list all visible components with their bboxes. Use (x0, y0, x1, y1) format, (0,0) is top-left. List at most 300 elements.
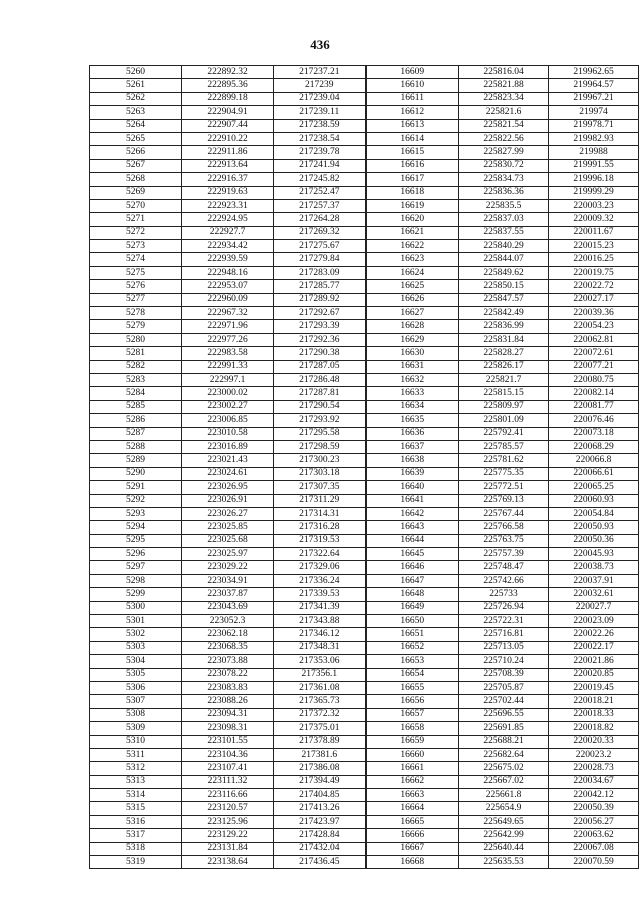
y-coordinate-right-cell: 220082.14 (549, 387, 639, 400)
y-coordinate-right-cell: 220066.8 (549, 454, 639, 467)
y-coordinate-left-cell: 217311.29 (274, 494, 366, 507)
point-number-right-cell: 16637 (366, 440, 459, 453)
x-coordinate-right-cell: 225696.55 (459, 708, 549, 721)
y-coordinate-left-cell: 217336.24 (274, 574, 366, 587)
x-coordinate-right-cell: 225766.58 (459, 521, 549, 534)
x-coordinate-right-cell: 225748.47 (459, 561, 549, 574)
point-number-left-cell: 5273 (90, 240, 182, 253)
point-number-right-cell: 16614 (366, 132, 459, 145)
point-number-left-cell: 5265 (90, 132, 182, 145)
table-row (90, 146, 639, 159)
table-row (90, 735, 639, 748)
table-row (90, 119, 639, 132)
y-coordinate-right-cell: 219978.71 (549, 119, 639, 132)
point-number-left-cell: 5278 (90, 307, 182, 320)
y-coordinate-right-cell: 220020.85 (549, 668, 639, 681)
table-row (90, 132, 639, 145)
point-number-right-cell: 16638 (366, 454, 459, 467)
x-coordinate-right-cell: 225836.99 (459, 320, 549, 333)
point-number-left-cell: 5291 (90, 481, 182, 494)
point-number-right-cell: 16666 (366, 829, 459, 842)
point-number-left-cell: 5297 (90, 561, 182, 574)
x-coordinate-left-cell: 223010.58 (182, 427, 274, 440)
y-coordinate-left-cell: 217269.32 (274, 226, 366, 239)
y-coordinate-right-cell: 220032.61 (549, 588, 639, 601)
x-coordinate-right-cell: 225835.5 (459, 199, 549, 212)
point-number-right-cell: 16633 (366, 387, 459, 400)
point-number-right-cell: 16626 (366, 293, 459, 306)
x-coordinate-right-cell: 225733 (459, 588, 549, 601)
y-coordinate-right-cell: 220019.75 (549, 266, 639, 279)
point-number-left-cell: 5311 (90, 748, 182, 761)
x-coordinate-right-cell: 225821.7 (459, 373, 549, 386)
y-coordinate-right-cell: 219967.21 (549, 92, 639, 105)
point-number-left-cell: 5285 (90, 400, 182, 413)
x-coordinate-left-cell: 223026.91 (182, 494, 274, 507)
table-row (90, 655, 639, 668)
point-number-left-cell: 5309 (90, 722, 182, 735)
table-row (90, 708, 639, 721)
table-row (90, 588, 639, 601)
table-row (90, 173, 639, 186)
x-coordinate-right-cell: 225828.27 (459, 347, 549, 360)
x-coordinate-right-cell: 225716.81 (459, 628, 549, 641)
table-row (90, 681, 639, 694)
y-coordinate-left-cell: 217303.18 (274, 467, 366, 480)
point-number-right-cell: 16667 (366, 842, 459, 855)
point-number-left-cell: 5318 (90, 842, 182, 855)
point-number-left-cell: 5288 (90, 440, 182, 453)
table-row (90, 454, 639, 467)
x-coordinate-left-cell: 222904.91 (182, 106, 274, 119)
point-number-left-cell: 5315 (90, 802, 182, 815)
y-coordinate-left-cell: 217378.89 (274, 735, 366, 748)
table-row (90, 802, 639, 815)
x-coordinate-right-cell: 225842.49 (459, 307, 549, 320)
x-coordinate-right-cell: 225769.13 (459, 494, 549, 507)
x-coordinate-right-cell: 225823.34 (459, 92, 549, 105)
x-coordinate-left-cell: 223016.89 (182, 440, 274, 453)
point-number-left-cell: 5302 (90, 628, 182, 641)
y-coordinate-right-cell: 220067.08 (549, 842, 639, 855)
y-coordinate-left-cell: 217257.37 (274, 199, 366, 212)
x-coordinate-right-cell: 225763.75 (459, 534, 549, 547)
y-coordinate-left-cell: 217290.54 (274, 400, 366, 413)
y-coordinate-left-cell: 217432.04 (274, 842, 366, 855)
table-row (90, 360, 639, 373)
table-row (90, 628, 639, 641)
x-coordinate-right-cell: 225710.24 (459, 655, 549, 668)
y-coordinate-right-cell: 219988 (549, 146, 639, 159)
y-coordinate-right-cell: 220016.25 (549, 253, 639, 266)
y-coordinate-left-cell: 217289.92 (274, 293, 366, 306)
y-coordinate-right-cell: 220080.75 (549, 373, 639, 386)
y-coordinate-right-cell: 220022.17 (549, 641, 639, 654)
point-number-left-cell: 5296 (90, 548, 182, 561)
x-coordinate-left-cell: 222907.44 (182, 119, 274, 132)
point-number-right-cell: 16657 (366, 708, 459, 721)
table-row (90, 79, 639, 92)
point-number-right-cell: 16616 (366, 159, 459, 172)
table-row (90, 815, 639, 828)
y-coordinate-right-cell: 220011.67 (549, 226, 639, 239)
y-coordinate-left-cell: 217436.45 (274, 856, 366, 869)
x-coordinate-right-cell: 225792.41 (459, 427, 549, 440)
x-coordinate-left-cell: 223002.27 (182, 400, 274, 413)
table-row (90, 293, 639, 306)
x-coordinate-left-cell: 222971.96 (182, 320, 274, 333)
x-coordinate-left-cell: 223052.3 (182, 615, 274, 628)
y-coordinate-left-cell: 217239.11 (274, 106, 366, 119)
y-coordinate-right-cell: 220042.12 (549, 789, 639, 802)
point-number-left-cell: 5305 (90, 668, 182, 681)
table-row (90, 333, 639, 346)
table-row (90, 762, 639, 775)
y-coordinate-right-cell: 220027.7 (549, 601, 639, 614)
y-coordinate-right-cell: 220050.39 (549, 802, 639, 815)
point-number-left-cell: 5316 (90, 815, 182, 828)
x-coordinate-right-cell: 225649.65 (459, 815, 549, 828)
x-coordinate-left-cell: 222934.42 (182, 240, 274, 253)
y-coordinate-left-cell: 217404.85 (274, 789, 366, 802)
x-coordinate-right-cell: 225801.09 (459, 414, 549, 427)
y-coordinate-right-cell: 220037.91 (549, 574, 639, 587)
y-coordinate-right-cell: 220073.18 (549, 427, 639, 440)
x-coordinate-right-cell: 225682.64 (459, 748, 549, 761)
point-number-left-cell: 5306 (90, 681, 182, 694)
y-coordinate-right-cell: 219996.18 (549, 173, 639, 186)
point-number-left-cell: 5308 (90, 708, 182, 721)
point-number-right-cell: 16654 (366, 668, 459, 681)
x-coordinate-right-cell: 225640.44 (459, 842, 549, 855)
y-coordinate-left-cell: 217275.67 (274, 240, 366, 253)
x-coordinate-right-cell: 225822.56 (459, 132, 549, 145)
y-coordinate-left-cell: 217238.54 (274, 132, 366, 145)
point-number-right-cell: 16650 (366, 615, 459, 628)
x-coordinate-left-cell: 223138.64 (182, 856, 274, 869)
point-number-left-cell: 5268 (90, 173, 182, 186)
y-coordinate-right-cell: 219964.57 (549, 79, 639, 92)
point-number-right-cell: 16658 (366, 722, 459, 735)
x-coordinate-right-cell: 225827.99 (459, 146, 549, 159)
point-number-left-cell: 5267 (90, 159, 182, 172)
y-coordinate-left-cell: 217428.84 (274, 829, 366, 842)
point-number-right-cell: 16627 (366, 307, 459, 320)
y-coordinate-left-cell: 217423.97 (274, 815, 366, 828)
point-number-right-cell: 16632 (366, 373, 459, 386)
y-coordinate-left-cell: 217322.64 (274, 548, 366, 561)
y-coordinate-right-cell: 220034.67 (549, 775, 639, 788)
point-number-right-cell: 16630 (366, 347, 459, 360)
y-coordinate-left-cell: 217292.67 (274, 307, 366, 320)
table-row (90, 280, 639, 293)
table-row (90, 307, 639, 320)
y-coordinate-right-cell: 220019.45 (549, 681, 639, 694)
table-row (90, 856, 639, 869)
table-row (90, 615, 639, 628)
table-row (90, 641, 639, 654)
table-row (90, 266, 639, 279)
point-number-right-cell: 16645 (366, 548, 459, 561)
point-number-left-cell: 5280 (90, 333, 182, 346)
point-number-left-cell: 5264 (90, 119, 182, 132)
y-coordinate-right-cell: 220060.93 (549, 494, 639, 507)
y-coordinate-right-cell: 220068.29 (549, 440, 639, 453)
y-coordinate-right-cell: 219974 (549, 106, 639, 119)
x-coordinate-left-cell: 223078.22 (182, 668, 274, 681)
table-row (90, 387, 639, 400)
x-coordinate-right-cell: 225691.85 (459, 722, 549, 735)
x-coordinate-left-cell: 223129.22 (182, 829, 274, 842)
table-row (90, 481, 639, 494)
y-coordinate-left-cell: 217413.26 (274, 802, 366, 815)
table-row (90, 240, 639, 253)
table-row (90, 186, 639, 199)
y-coordinate-left-cell: 217314.31 (274, 507, 366, 520)
point-number-left-cell: 5289 (90, 454, 182, 467)
point-number-left-cell: 5275 (90, 266, 182, 279)
point-number-right-cell: 16642 (366, 507, 459, 520)
point-number-left-cell: 5292 (90, 494, 182, 507)
point-number-left-cell: 5294 (90, 521, 182, 534)
y-coordinate-left-cell: 217241.94 (274, 159, 366, 172)
point-number-left-cell: 5262 (90, 92, 182, 105)
y-coordinate-right-cell: 220020.33 (549, 735, 639, 748)
point-number-right-cell: 16612 (366, 106, 459, 119)
y-coordinate-left-cell: 217239.78 (274, 146, 366, 159)
x-coordinate-left-cell: 223025.97 (182, 548, 274, 561)
y-coordinate-right-cell: 220018.33 (549, 708, 639, 721)
y-coordinate-right-cell: 219991.55 (549, 159, 639, 172)
y-coordinate-left-cell: 217264.28 (274, 213, 366, 226)
y-coordinate-left-cell: 217375.01 (274, 722, 366, 735)
point-number-right-cell: 16664 (366, 802, 459, 815)
point-number-left-cell: 5282 (90, 360, 182, 373)
y-coordinate-right-cell: 220081.77 (549, 400, 639, 413)
x-coordinate-right-cell: 225661.8 (459, 789, 549, 802)
table-row (90, 320, 639, 333)
point-number-left-cell: 5300 (90, 601, 182, 614)
x-coordinate-right-cell: 225816.04 (459, 66, 549, 79)
y-coordinate-right-cell: 220054.84 (549, 507, 639, 520)
point-number-right-cell: 16662 (366, 775, 459, 788)
point-number-right-cell: 16651 (366, 628, 459, 641)
y-coordinate-right-cell: 220066.61 (549, 467, 639, 480)
point-number-right-cell: 16641 (366, 494, 459, 507)
x-coordinate-right-cell: 225847.57 (459, 293, 549, 306)
y-coordinate-left-cell: 217285.77 (274, 280, 366, 293)
x-coordinate-left-cell: 222899.18 (182, 92, 274, 105)
point-number-right-cell: 16618 (366, 186, 459, 199)
x-coordinate-left-cell: 222977.26 (182, 333, 274, 346)
table-row (90, 92, 639, 105)
y-coordinate-left-cell: 217365.73 (274, 695, 366, 708)
point-number-right-cell: 16656 (366, 695, 459, 708)
table-row (90, 842, 639, 855)
point-number-right-cell: 16661 (366, 762, 459, 775)
point-number-left-cell: 5301 (90, 615, 182, 628)
point-number-left-cell: 5261 (90, 79, 182, 92)
x-coordinate-right-cell: 225688.21 (459, 735, 549, 748)
y-coordinate-right-cell: 220021.86 (549, 655, 639, 668)
point-number-right-cell: 16609 (366, 66, 459, 79)
point-number-right-cell: 16624 (366, 266, 459, 279)
point-number-right-cell: 16617 (366, 173, 459, 186)
x-coordinate-right-cell: 225767.44 (459, 507, 549, 520)
x-coordinate-left-cell: 223125.96 (182, 815, 274, 828)
point-number-left-cell: 5272 (90, 226, 182, 239)
x-coordinate-right-cell: 225675.02 (459, 762, 549, 775)
x-coordinate-left-cell: 222927.7 (182, 226, 274, 239)
y-coordinate-right-cell: 220018.82 (549, 722, 639, 735)
point-number-left-cell: 5274 (90, 253, 182, 266)
table-row (90, 347, 639, 360)
point-number-right-cell: 16635 (366, 414, 459, 427)
x-coordinate-left-cell: 223073.88 (182, 655, 274, 668)
x-coordinate-left-cell: 223025.68 (182, 534, 274, 547)
y-coordinate-left-cell: 217292.36 (274, 333, 366, 346)
y-coordinate-left-cell: 217394.49 (274, 775, 366, 788)
point-number-right-cell: 16634 (366, 400, 459, 413)
point-number-right-cell: 16655 (366, 681, 459, 694)
x-coordinate-left-cell: 223088.26 (182, 695, 274, 708)
x-coordinate-right-cell: 225840.29 (459, 240, 549, 253)
point-number-right-cell: 16643 (366, 521, 459, 534)
x-coordinate-left-cell: 222919.63 (182, 186, 274, 199)
point-number-left-cell: 5293 (90, 507, 182, 520)
x-coordinate-left-cell: 223098.31 (182, 722, 274, 735)
x-coordinate-left-cell: 223111.32 (182, 775, 274, 788)
x-coordinate-left-cell: 222967.32 (182, 307, 274, 320)
x-coordinate-left-cell: 222983.58 (182, 347, 274, 360)
y-coordinate-left-cell: 217381.6 (274, 748, 366, 761)
point-number-left-cell: 5260 (90, 66, 182, 79)
y-coordinate-left-cell: 217239 (274, 79, 366, 92)
point-number-right-cell: 16663 (366, 789, 459, 802)
table-row (90, 66, 639, 79)
y-coordinate-right-cell: 220056.27 (549, 815, 639, 828)
y-coordinate-right-cell: 220070.59 (549, 856, 639, 869)
point-number-right-cell: 16668 (366, 856, 459, 869)
x-coordinate-right-cell: 225757.39 (459, 548, 549, 561)
point-number-left-cell: 5295 (90, 534, 182, 547)
y-coordinate-right-cell: 220027.17 (549, 293, 639, 306)
point-number-left-cell: 5276 (90, 280, 182, 293)
point-number-left-cell: 5299 (90, 588, 182, 601)
x-coordinate-right-cell: 225844.07 (459, 253, 549, 266)
point-number-right-cell: 16622 (366, 240, 459, 253)
y-coordinate-right-cell: 220023.2 (549, 748, 639, 761)
point-number-left-cell: 5263 (90, 106, 182, 119)
point-number-left-cell: 5266 (90, 146, 182, 159)
x-coordinate-left-cell: 222960.09 (182, 293, 274, 306)
y-coordinate-right-cell: 220054.23 (549, 320, 639, 333)
x-coordinate-right-cell: 225726.94 (459, 601, 549, 614)
x-coordinate-left-cell: 222924.95 (182, 213, 274, 226)
x-coordinate-left-cell: 223094.31 (182, 708, 274, 721)
y-coordinate-right-cell: 220028.73 (549, 762, 639, 775)
y-coordinate-right-cell: 220050.93 (549, 521, 639, 534)
x-coordinate-right-cell: 225821.54 (459, 119, 549, 132)
coordinates-table (89, 65, 639, 869)
point-number-left-cell: 5270 (90, 199, 182, 212)
x-coordinate-left-cell: 223026.27 (182, 507, 274, 520)
y-coordinate-right-cell: 220076.46 (549, 414, 639, 427)
x-coordinate-left-cell: 223068.35 (182, 641, 274, 654)
x-coordinate-left-cell: 222939.59 (182, 253, 274, 266)
point-number-right-cell: 16628 (366, 320, 459, 333)
y-coordinate-left-cell: 217252.47 (274, 186, 366, 199)
x-coordinate-left-cell: 223029.22 (182, 561, 274, 574)
x-coordinate-right-cell: 225708.39 (459, 668, 549, 681)
x-coordinate-right-cell: 225849.62 (459, 266, 549, 279)
y-coordinate-right-cell: 220018.21 (549, 695, 639, 708)
y-coordinate-right-cell: 220009.32 (549, 213, 639, 226)
y-coordinate-left-cell: 217287.81 (274, 387, 366, 400)
x-coordinate-right-cell: 225667.02 (459, 775, 549, 788)
y-coordinate-left-cell: 217372.32 (274, 708, 366, 721)
y-coordinate-right-cell: 220045.93 (549, 548, 639, 561)
point-number-left-cell: 5286 (90, 414, 182, 427)
table-row (90, 106, 639, 119)
table-row (90, 494, 639, 507)
y-coordinate-right-cell: 219999.29 (549, 186, 639, 199)
x-coordinate-left-cell: 223083.83 (182, 681, 274, 694)
x-coordinate-left-cell: 223104.36 (182, 748, 274, 761)
x-coordinate-right-cell: 225713.05 (459, 641, 549, 654)
y-coordinate-right-cell: 219962.65 (549, 66, 639, 79)
x-coordinate-left-cell: 222911.86 (182, 146, 274, 159)
y-coordinate-left-cell: 217290.38 (274, 347, 366, 360)
table-row (90, 159, 639, 172)
y-coordinate-left-cell: 217293.92 (274, 414, 366, 427)
x-coordinate-left-cell: 223021.43 (182, 454, 274, 467)
table-row (90, 414, 639, 427)
y-coordinate-right-cell: 220065.25 (549, 481, 639, 494)
y-coordinate-left-cell: 217343.88 (274, 615, 366, 628)
x-coordinate-left-cell: 223043.69 (182, 601, 274, 614)
y-coordinate-right-cell: 220063.62 (549, 829, 639, 842)
x-coordinate-right-cell: 225772.51 (459, 481, 549, 494)
x-coordinate-left-cell: 223116.66 (182, 789, 274, 802)
y-coordinate-left-cell: 217298.59 (274, 440, 366, 453)
point-number-left-cell: 5277 (90, 293, 182, 306)
x-coordinate-right-cell: 225781.62 (459, 454, 549, 467)
x-coordinate-right-cell: 225635.53 (459, 856, 549, 869)
point-number-right-cell: 16636 (366, 427, 459, 440)
point-number-right-cell: 16620 (366, 213, 459, 226)
x-coordinate-right-cell: 225642.99 (459, 829, 549, 842)
y-coordinate-left-cell: 217348.31 (274, 641, 366, 654)
y-coordinate-left-cell: 217239.04 (274, 92, 366, 105)
y-coordinate-right-cell: 220022.26 (549, 628, 639, 641)
point-number-left-cell: 5290 (90, 467, 182, 480)
table-row (90, 601, 639, 614)
table-row (90, 400, 639, 413)
x-coordinate-left-cell: 222892.32 (182, 66, 274, 79)
table-row (90, 789, 639, 802)
table-row (90, 561, 639, 574)
point-number-right-cell: 16621 (366, 226, 459, 239)
x-coordinate-left-cell: 222991.33 (182, 360, 274, 373)
point-number-left-cell: 5314 (90, 789, 182, 802)
y-coordinate-right-cell: 220072.61 (549, 347, 639, 360)
x-coordinate-left-cell: 223006.85 (182, 414, 274, 427)
point-number-right-cell: 16640 (366, 481, 459, 494)
point-number-right-cell: 16647 (366, 574, 459, 587)
y-coordinate-left-cell: 217245.82 (274, 173, 366, 186)
y-coordinate-left-cell: 217316.28 (274, 521, 366, 534)
